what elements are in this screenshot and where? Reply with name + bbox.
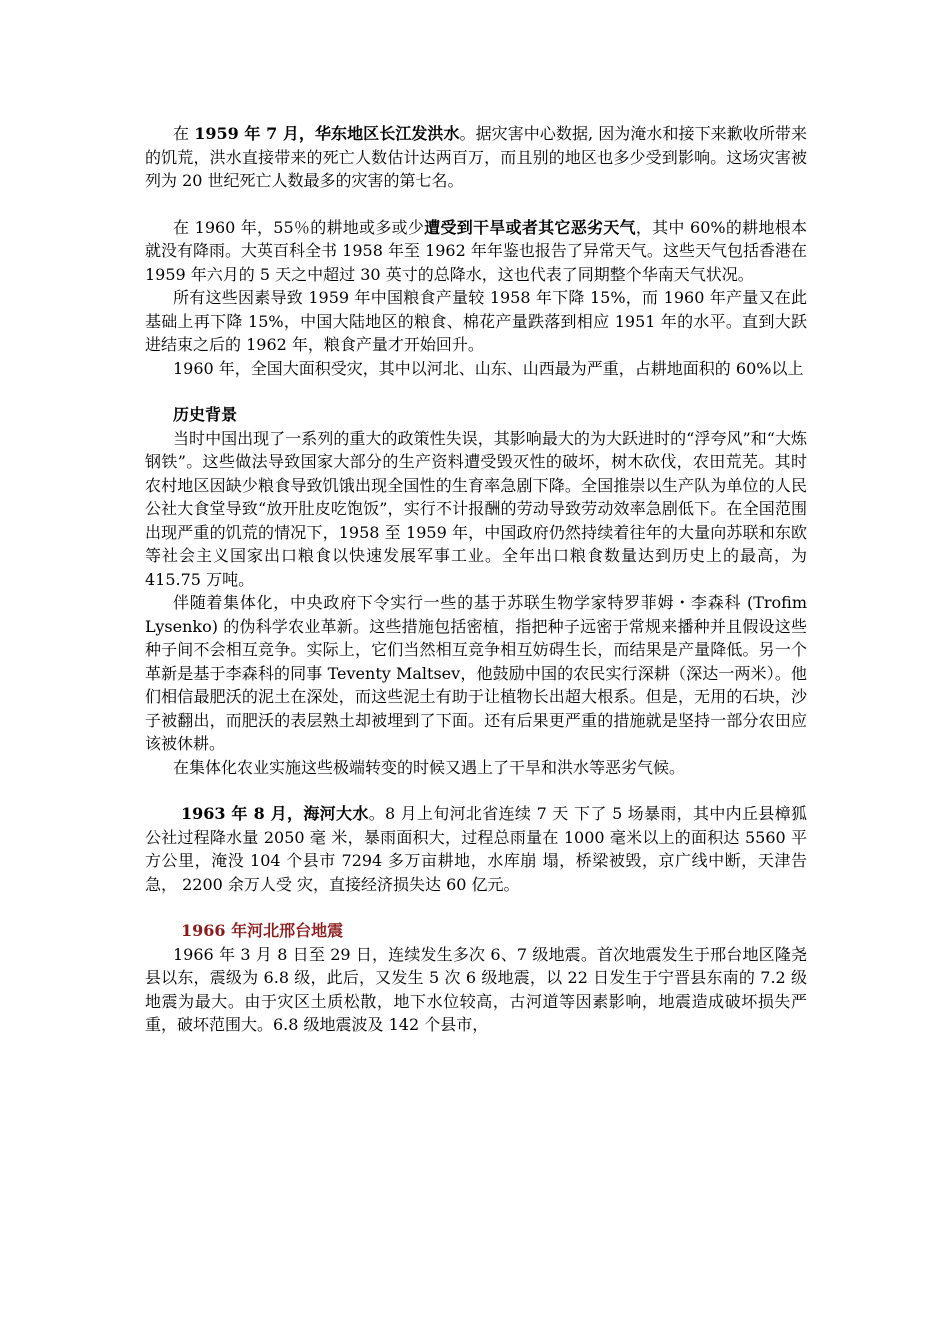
p1963-bold: 1963 年 8 月，海河大水 — [181, 804, 369, 823]
paragraph-grain-output: 所有这些因素导致 1959 年中国粮食产量较 1958 年下降 15%，而 1960 年产量又在此基础上再下降 15%，中国大陆地区的粮食、棉花产量跌落到相应 1951 年的水平。直到大跃进结束之后的 1962 年，粮食产量才开始回升。 — [145, 288, 807, 354]
paragraph-1963-haihe-flood — [145, 802, 807, 896]
document-page — [145, 122, 807, 1037]
paragraph-1959-flood — [145, 122, 807, 193]
heading-1966-xingtai-earthquake: 1966 年河北邢台地震 — [181, 921, 344, 940]
paragraph-lysenko: 伴随着集体化，中央政府下令实行一些的基于苏联生物学家特罗菲姆・李森科 (Trofim Lysenko) 的伪科学农业革新。这些措施包括密植，指把种子远密于常规来播种并且假设这些种子间不会相互竞争。实际上，它们当然相互竞争相互妨碍生长，而结果是产量降低。另一个革新是基于李森科的同事 Teventy Maltsev，他鼓励中国的农民实行深耕（深达一两米）。他们相信最肥沃的泥土在深处，而这些泥土有助于让植物长出超大根系。但是，无用的石块，沙子被翻出，而肥沃的表层熟土却被埋到了下面。还有后果更严重的措施就是坚持一部分农田应该被休耕。 — [145, 593, 807, 753]
p2-rest: ，其中 60%的耕地根本就没有降雨。大英百科全书 1958 年至 1962 年年鉴也报告了异常天气。这些天气包括香港在 1959 年六月的 5 天之中超过 30 英寸的总降水，这也代表了同期整个华南天气状况。 — [145, 217, 807, 284]
p1-rest: 。据灾害中心数据, 因为淹水和接下来歉收所带来的饥荒，洪水直接带来的死亡人数估计达两百万，而且别的地区也多少受到影响。这场灾害被列为 20 世纪死亡人数最多的灾害的第七名。 — [145, 124, 807, 190]
p1-lead: 在 — [173, 124, 195, 143]
paragraph-1966-earthquake: 1966 年 3 月 8 日至 29 日，连续发生多次 6、7 级地震。首次地震发生于邢台地区隆尧县以东，震级为 6.8 级，此后，又发生 5 次 6 级地震，以 22 日发生于宁晋县东南的 7.2 级地震为最大。由于灾区土质松散，地下水位较高，古河道等因素影响，地震造成破坏损失严重，破坏范围大。6.8 级地震波及 142 个县市， — [145, 944, 807, 1034]
p1-bold: 1959 年 7 月，华东地区长江发洪水 — [194, 124, 460, 143]
heading-historical-background: 历史背景 — [173, 405, 238, 424]
paragraph-extreme-weather: 在集体化农业实施这些极端转变的时候又遇上了干旱和洪水等恶劣气候。 — [173, 757, 686, 777]
p2-bold: 遭受到干旱或者其它恶劣天气 — [424, 217, 636, 237]
paragraph-1960-drought — [145, 216, 807, 287]
paragraph-1960-disaster: 1960 年，全国大面积受灾，其中以河北、山东、山西最为严重，占耕地面积的 60%以上 — [173, 358, 804, 378]
paragraph-policy-failures: 当时中国出现了一系列的重大的政策性失误，其影响最大的为大跃进时的“浮夸风”和“大炼钢铁”。这些做法导致国家大部分的生产资料遭受毁灭性的破坏，树木砍伐，农田荒芜。其时农村地区因缺少粮食导致饥饿出现全国性的生育率急剧下降。全国推崇以生产队为单位的人民公社大食堂导致“放开肚皮吃饱饭”，实行不计报酬的劳动导致劳动效率急剧低下。在全国范围出现严重的饥荒的情况下，1958 至 1959 年，中国政府仍然持续着往年的大量向苏联和东欧等社会主义国家出口粮食以快速发展军事工业。全年出口粮食数量达到历史上的最高，为 415.75 万吨。 — [145, 428, 807, 589]
p2-lead: 在 1960 年，55％的耕地或多或少 — [173, 217, 425, 237]
p1963-rest: 。8 月上旬河北省连续 7 天 下了 5 场暴雨，其中内丘县樟狐公社过程降水量 2050 毫 米，暴雨面积大，过程总雨量在 1000 毫米以上的面积达 5560 平方公里，淹没 104 个县市 7294 多万亩耕地，水库崩 塌，桥梁被毁，京广线中断，天津告急， 2200 余万人受 灾，直接经济损失达 60 亿元。 — [145, 804, 807, 894]
